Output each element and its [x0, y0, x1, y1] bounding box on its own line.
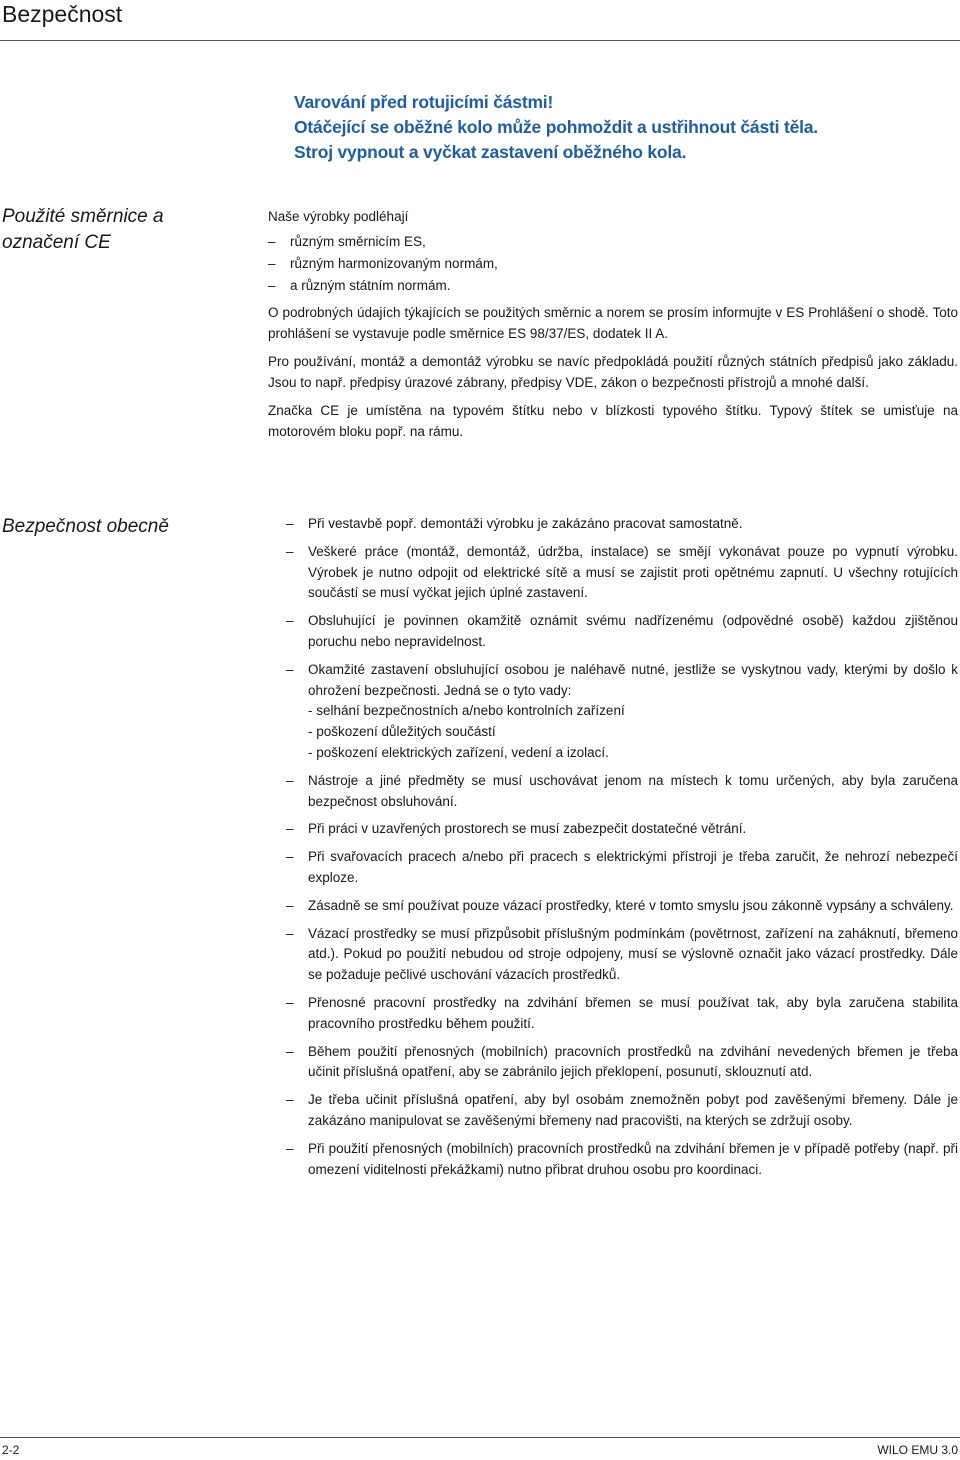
dash-marker: –	[268, 256, 276, 271]
dash-marker: –	[286, 516, 294, 531]
list-item	[286, 611, 958, 653]
list-item	[268, 278, 958, 293]
list-item-text: Zásadně se smí používat pouze vázací prostředky, které v tomto smyslu jsou zákonně vypsány a schváleny.	[308, 897, 954, 913]
list-item-text: Obsluhující je povinnen okamžitě oznámit svému nadřízenému (odpovědné osobě) každou zjištěnou poruchu nebo nepravidelnost.	[308, 613, 958, 649]
warning-line: Otáčející se oběžné kolo může pohmoždit a ustřihnout části těla.	[294, 117, 818, 137]
section-heading-line: Použité směrnice a	[2, 206, 164, 227]
list-item-text: Vázací prostředky se musí přizpůsobit příslušným podmínkám (povětrnost, zařízení na zaháknutí, břemeno atd.). Pokud po použití nebudou od stroje odpojeny, musí se výslovně označit jako vázací prostředky. Dále se požaduje pečlivé uschování vázacích prostředků.	[308, 925, 958, 983]
ce-paragraph: Pro používání, montáž a demontáž výrobku se navíc předpokládá použití různých státních předpisů jako základu. Jsou to např. předpisy úrazové zábrany, předpisy VDE, zákon o bezpečnosti přístrojů a mnohé další.	[268, 354, 958, 390]
page-number: 2-2	[2, 1443, 20, 1457]
dash-marker: –	[286, 897, 294, 913]
list-item	[286, 896, 958, 917]
list-item	[286, 924, 958, 986]
list-item	[268, 234, 958, 249]
dash-marker: –	[286, 772, 294, 788]
dash-marker: –	[268, 234, 276, 249]
dash-marker: –	[286, 1043, 294, 1059]
defect-subitem: - selhání bezpečnostních a/nebo kontrolních zařízení	[308, 703, 625, 719]
list-item-text: Při použití přenosných (mobilních) pracovních prostředků na zdvihání břemen je v případě potřeby (např. při omezení viditelnosti překážkami) nutno přibrat druhou osobu pro koordinaci.	[308, 1140, 958, 1177]
list-item-text: Nástroje a jiné předměty se musí uschovávat jenom na místech k tomu určených, aby byla zaručena bezpečnost obsluhování.	[308, 772, 958, 809]
list-item-text: různým harmonizovaným normám,	[290, 256, 498, 271]
list-item-text: různým směrnicím ES,	[290, 234, 426, 249]
list-item-main: Okamžité zastavení obsluhující osobou je naléhavě nutné, jestliže se vyskytnou vady, kterými by došlo k ohrožení bezpečnosti. Jedná se o tyto vady:	[308, 661, 958, 698]
list-item	[286, 993, 958, 1035]
defect-subitem: - poškození elektrických zařízení, vedení a izolací.	[308, 744, 609, 760]
section-heading-ce	[2, 204, 164, 256]
ce-paragraph: Značka CE je umístěna na typovém štítku nebo v blízkosti typového štítku. Typový štítek se umisťuje na motorovém bloku popř. na rámu.	[268, 403, 958, 439]
dash-marker: –	[286, 613, 294, 629]
list-item	[286, 542, 958, 604]
dash-marker: –	[286, 1140, 294, 1156]
list-item	[286, 1139, 958, 1181]
section-heading-line: označení CE	[2, 232, 111, 253]
list-item	[286, 660, 958, 764]
dash-marker: –	[286, 543, 294, 559]
list-item	[268, 256, 958, 271]
list-item-text: Je třeba učinit příslušná opatření, aby byl osobám znemožněn pobyt pod zavěšenými břemeny. Dále je zakázáno manipulovat se zavěšenými břemeny nad pracovišti, na kterých se zdržují osoby.	[308, 1092, 958, 1128]
rotating-parts-warning	[294, 90, 934, 165]
list-item-text: a různým státním normám.	[290, 278, 451, 293]
dash-marker: –	[286, 994, 294, 1010]
dash-marker: –	[286, 1092, 294, 1108]
list-item	[286, 771, 958, 813]
ce-paragraph: O podrobných údajích týkajících se použitých směrnic a norem se prosím informujte v ES Prohlášení o shodě. Toto prohlášení se vystavuje podle směrnice ES 98/37/ES, dodatek II A.	[268, 305, 958, 341]
list-item	[286, 819, 958, 840]
page-title: Bezpečnost	[2, 1, 123, 27]
list-item-text: Při svařovacích pracech a/nebo při pracech s elektrickými přístroji je třeba zaručit, že nehrozí nebezpečí exploze.	[308, 849, 958, 885]
list-item	[286, 514, 958, 535]
ce-section-body	[268, 206, 958, 442]
dash-marker: –	[286, 821, 294, 837]
ce-intro: Naše výrobky podléhají	[268, 209, 409, 224]
dash-marker: –	[286, 849, 294, 865]
general-safety-list	[286, 514, 958, 1180]
section-heading-general: Bezpečnost obecně	[2, 516, 169, 537]
product-name: WILO EMU 3.0	[877, 1443, 958, 1457]
list-item	[286, 847, 958, 889]
list-item-text	[308, 660, 958, 764]
dash-marker: –	[268, 278, 276, 293]
warning-line: Varování před rotujicími částmi!	[294, 92, 554, 112]
dash-marker: –	[286, 925, 294, 941]
list-item-text: Veškeré práce (montáž, demontáž, údržba, instalace) se smějí vykonávat pouze po vypnutí výrobku. Výrobek je nutno odpojit od elektrické sítě a musí se zajistit proti opětnému zapnutí. U všechny rotujících součástí se musí vyčkat jejich úplné zastavení.	[308, 543, 958, 601]
list-item	[286, 1090, 958, 1132]
list-item-text: Během použití přenosných (mobilních) pracovních prostředků na zdvihání nevedených břemen je třeba učinit příslušná opatření, aby se zabránilo jejich překlopení, posunutí, sklouznutí atd.	[308, 1043, 958, 1080]
defect-subitem: - poškození důležitých součástí	[308, 724, 496, 740]
footer-divider	[0, 1437, 960, 1438]
page-header	[0, 0, 960, 41]
warning-line: Stroj vypnout a vyčkat zastavení oběžného kola.	[294, 142, 687, 162]
dash-marker: –	[286, 661, 294, 677]
list-item-text: Při práci v uzavřených prostorech se musí zabezpečit dostatečné větrání.	[308, 821, 747, 837]
list-item-text: Při vestavbě popř. demontáži výrobku je zakázáno pracovat samostatně.	[308, 516, 743, 531]
list-item	[286, 1042, 958, 1084]
list-item-text: Přenosné pracovní prostředky na zdvihání břemen se musí používat tak, aby byla zaručena stabilita pracovního prostředku během použití.	[308, 994, 958, 1031]
